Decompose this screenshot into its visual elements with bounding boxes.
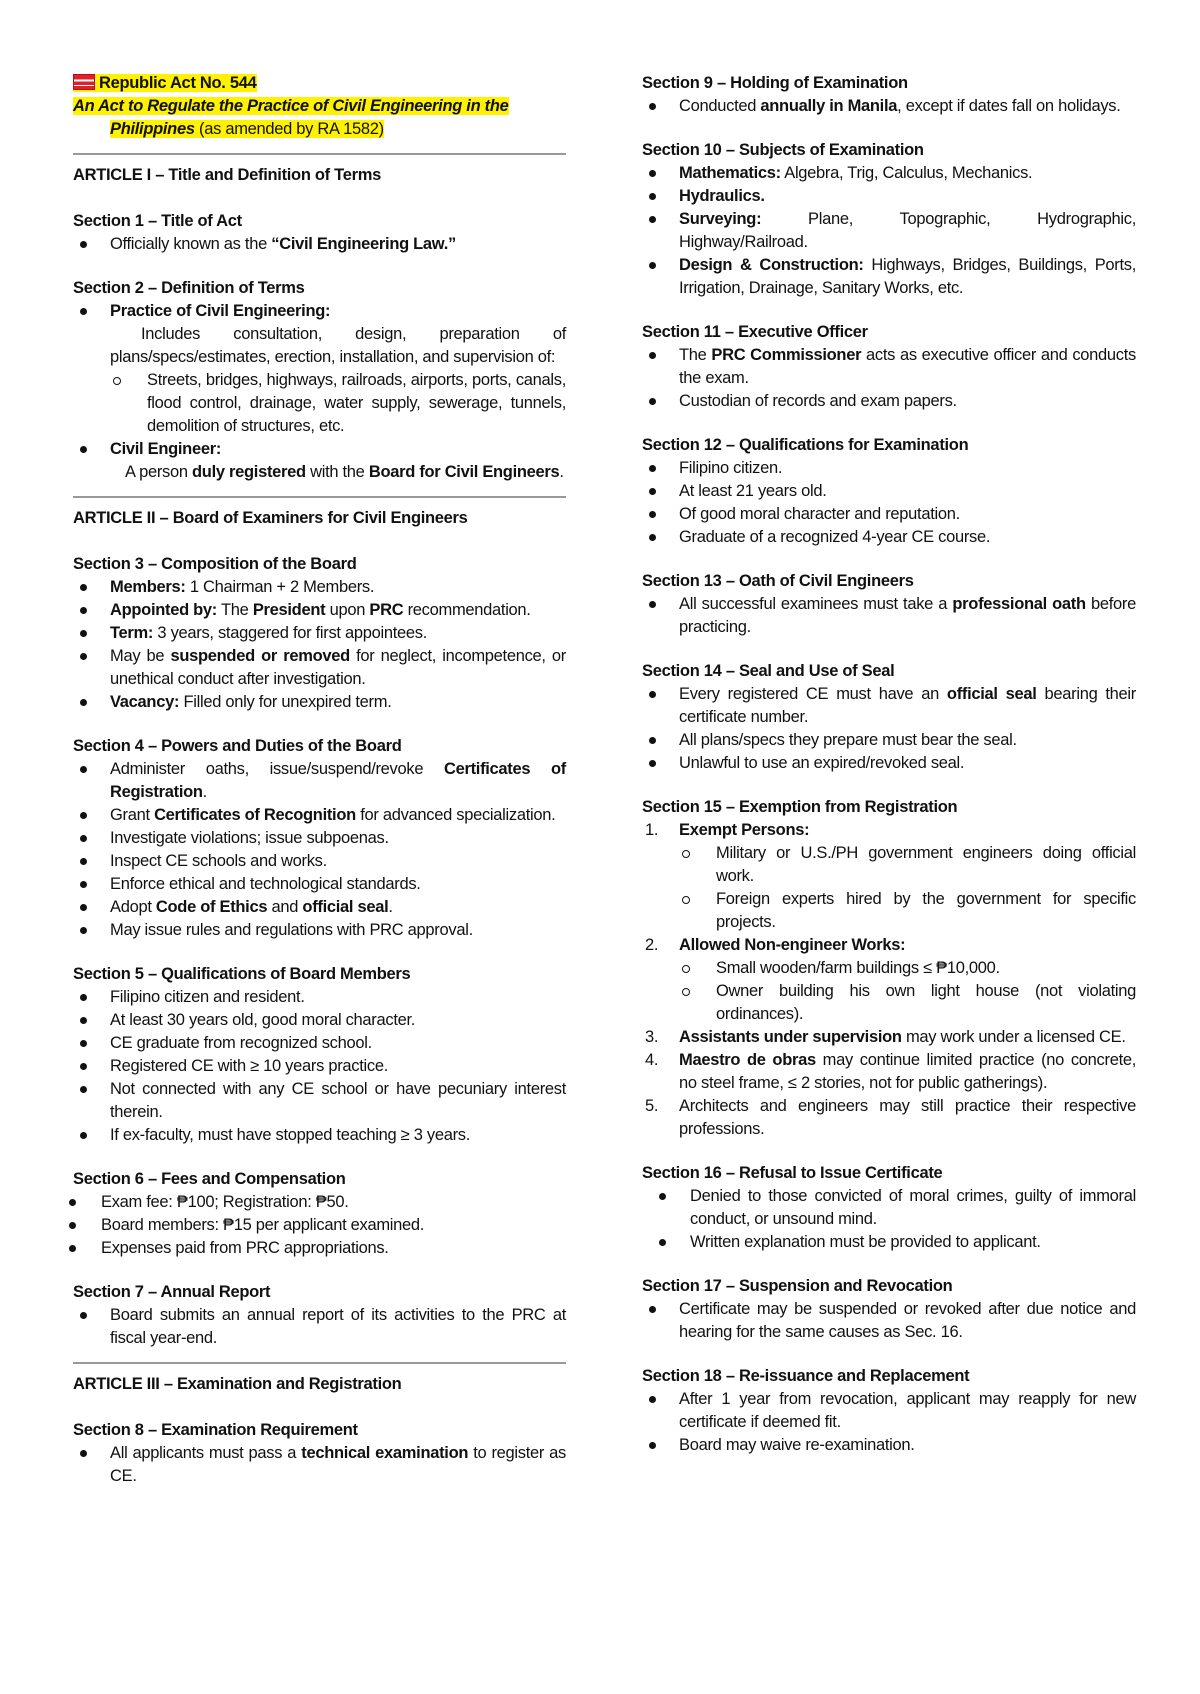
section-heading: Section 11 – Executive Officer — [642, 323, 868, 341]
sub-list — [73, 369, 566, 438]
section-heading: Section 17 – Suspension and Revocation — [642, 1277, 953, 1295]
list-item: All successful examinees must take a professional oath before practicing. — [642, 593, 1136, 639]
bullet-list — [73, 1304, 566, 1350]
list-item: Unlawful to use an expired/revoked seal. — [642, 752, 1136, 775]
subtitle-line-2: Philippines — [110, 120, 195, 138]
list-item: Adopt Code of Ethics and official seal. — [73, 896, 566, 919]
list-item: Surveying: Plane, Topographic, Hydrographic, Highway/Railroad. — [642, 208, 1136, 254]
list-item: After 1 year from revocation, applicant may reapply for new certificate if deemed fit. — [642, 1388, 1136, 1434]
list-item: Administer oaths, issue/suspend/revoke Certificates of Registration. — [73, 758, 566, 804]
list-item: Mathematics: Algebra, Trig, Calculus, Mechanics. — [642, 162, 1136, 185]
list-item: 3. Assistants under supervision may work under a licensed CE. — [645, 1028, 1126, 1046]
list-item: Members: 1 Chairman + 2 Members. — [73, 576, 566, 599]
amended-note: (as amended by RA 1582) — [199, 120, 384, 138]
section-heading: Section 15 – Exemption from Registration — [642, 798, 958, 816]
list-item: 2. Allowed Non-engineer Works: Small wooden/farm buildings ≤ ₱10,000. Owner building his own light house (not violating ordinances). — [642, 934, 1136, 1026]
list-item: CE graduate from recognized school. — [73, 1032, 566, 1055]
sub-list — [679, 957, 1136, 1026]
list-item: Investigate violations; issue subpoenas. — [73, 827, 566, 850]
list-item: Of good moral character and reputation. — [642, 503, 1136, 526]
bullet-list — [73, 438, 566, 461]
definition-text: Includes consultation, design, preparation of plans/specs/estimates, erection, installation, and supervision of: — [110, 325, 566, 366]
bullet-list — [642, 95, 1136, 118]
list-item: Practice of Civil Engineering: — [73, 300, 566, 323]
list-item: Grant Certificates of Recognition for advanced specialization. — [73, 804, 566, 827]
list-item: Vacancy: Filled only for unexpired term. — [73, 691, 566, 714]
list-item: Officially known as the “Civil Engineering Law.” — [73, 233, 566, 256]
list-item: Owner building his own light house (not violating ordinances). — [679, 980, 1136, 1026]
list-item: Design & Construction: Highways, Bridges, Buildings, Ports, Irrigation, Drainage, Sanitary Works, etc. — [642, 254, 1136, 300]
bullet-list — [642, 1298, 1136, 1344]
bullet-list — [73, 1442, 566, 1488]
list-item: Registered CE with ≥ 10 years practice. — [73, 1055, 566, 1078]
section-heading: Section 3 – Composition of the Board — [73, 555, 357, 573]
section-heading: Section 9 – Holding of Examination — [642, 74, 908, 92]
list-item: Foreign experts hired by the government for specific projects. — [679, 888, 1136, 934]
list-item: May issue rules and regulations with PRC approval. — [73, 919, 566, 942]
list-item: Certificate may be suspended or revoked after due notice and hearing for the same causes as Sec. 16. — [642, 1298, 1136, 1344]
list-item: If ex-faculty, must have stopped teaching ≥ 3 years. — [73, 1124, 566, 1147]
list-item: May be suspended or removed for neglect, incompetence, or unethical conduct after investigation. — [73, 645, 566, 691]
list-item: Not connected with any CE school or have pecuniary interest therein. — [73, 1078, 566, 1124]
section-heading: Section 5 – Qualifications of Board Members — [73, 965, 411, 983]
list-item: The PRC Commissioner acts as executive officer and conducts the exam. — [642, 344, 1136, 390]
list-item: Filipino citizen and resident. — [73, 986, 566, 1009]
section-heading: Section 10 – Subjects of Examination — [642, 141, 924, 159]
list-item: 5. Architects and engineers may still practice their respective professions. — [645, 1097, 1136, 1138]
section-heading: Section 4 – Powers and Duties of the Board — [73, 737, 402, 755]
section-heading: Section 6 – Fees and Compensation — [73, 1170, 346, 1188]
bullet-list — [642, 1185, 1136, 1254]
doc-subtitle — [73, 95, 566, 141]
left-column — [73, 72, 566, 1488]
section-heading: Section 1 – Title of Act — [73, 212, 242, 230]
bullet-list — [73, 576, 566, 714]
bullet-list — [642, 162, 1136, 300]
list-item: 1. Exempt Persons: Military or U.S./PH government engineers doing official work. Foreign experts hired by the government for specific projects. — [642, 819, 1136, 934]
bullet-list — [73, 986, 566, 1147]
bullet-list — [642, 344, 1136, 413]
list-item: All applicants must pass a technical examination to register as CE. — [73, 1442, 566, 1488]
divider — [73, 1362, 566, 1364]
list-item: At least 30 years old, good moral character. — [73, 1009, 566, 1032]
bullet-list — [73, 1191, 566, 1260]
list-item: Graduate of a recognized 4-year CE course. — [642, 526, 1136, 549]
section-heading: Section 14 – Seal and Use of Seal — [642, 662, 895, 680]
list-item: Written explanation must be provided to applicant. — [642, 1231, 1136, 1254]
list-item: Every registered CE must have an official seal bearing their certificate number. — [642, 683, 1136, 729]
doc-title-text: Republic Act No. 544 — [99, 74, 257, 92]
list-item: Inspect CE schools and works. — [73, 850, 566, 873]
list-item: 4. Maestro de obras may continue limited practice (no concrete, no steel frame, ≤ 2 stories, not for public gatherings). — [645, 1051, 1137, 1092]
list-item: All plans/specs they prepare must bear the seal. — [642, 729, 1136, 752]
divider — [73, 496, 566, 498]
list-item: Board members: ₱15 per applicant examined. — [73, 1214, 566, 1237]
section-heading: Section 7 – Annual Report — [73, 1283, 271, 1301]
divider — [73, 153, 566, 155]
article-heading: ARTICLE I – Title and Definition of Terms — [73, 166, 381, 184]
article-heading: ARTICLE II – Board of Examiners for Civil Engineers — [73, 509, 468, 527]
section-heading: Section 2 – Definition of Terms — [73, 279, 305, 297]
section-heading: Section 12 – Qualifications for Examination — [642, 436, 969, 454]
doc-title — [73, 72, 566, 95]
list-item: Custodian of records and exam papers. — [642, 390, 1136, 413]
list-item: Hydraulics. — [642, 185, 1136, 208]
numbered-list — [642, 819, 1136, 1141]
bullet-list — [73, 233, 566, 256]
list-item: Streets, bridges, highways, railroads, airports, ports, canals, flood control, drainage, water supply, sewerage, tunnels, demolition of structures, etc. — [110, 369, 566, 438]
philippine-flag-icon — [73, 74, 95, 90]
list-item: Board may waive re-examination. — [642, 1434, 1136, 1457]
list-item: Expenses paid from PRC appropriations. — [73, 1237, 566, 1260]
list-item: Appointed by: The President upon PRC recommendation. — [73, 599, 566, 622]
bullet-list — [642, 593, 1136, 639]
right-column — [642, 72, 1136, 1457]
section-heading: Section 16 – Refusal to Issue Certificate — [642, 1164, 943, 1182]
list-item: Board submits an annual report of its activities to the PRC at fiscal year-end. — [73, 1304, 566, 1350]
list-item: Exam fee: ₱100; Registration: ₱50. — [73, 1191, 566, 1214]
section-heading: Section 18 – Re-issuance and Replacement — [642, 1367, 970, 1385]
article-heading: ARTICLE III – Examination and Registration — [73, 1375, 402, 1393]
list-item: At least 21 years old. — [642, 480, 1136, 503]
list-item: Small wooden/farm buildings ≤ ₱10,000. — [679, 957, 1136, 980]
list-item: Civil Engineer: — [73, 438, 566, 461]
list-item: Denied to those convicted of moral crimes, guilty of immoral conduct, or unsound mind. — [642, 1185, 1136, 1231]
section-heading: Section 8 – Examination Requirement — [73, 1421, 358, 1439]
bullet-list — [642, 457, 1136, 549]
list-item: Filipino citizen. — [642, 457, 1136, 480]
section-heading: Section 13 – Oath of Civil Engineers — [642, 572, 914, 590]
bullet-list — [642, 683, 1136, 775]
list-item: Conducted annually in Manila, except if dates fall on holidays. — [642, 95, 1136, 118]
subtitle-line-1: An Act to Regulate the Practice of Civil Engineering in the — [73, 97, 509, 115]
list-item: Enforce ethical and technological standards. — [73, 873, 566, 896]
definition-text: A person duly registered with the Board for Civil Engineers. — [125, 463, 564, 481]
bullet-list — [73, 300, 566, 323]
sub-list — [679, 842, 1136, 934]
bullet-list — [642, 1388, 1136, 1457]
list-item: Term: 3 years, staggered for first appointees. — [73, 622, 566, 645]
bullet-list — [73, 758, 566, 942]
list-item: Military or U.S./PH government engineers doing official work. — [679, 842, 1136, 888]
